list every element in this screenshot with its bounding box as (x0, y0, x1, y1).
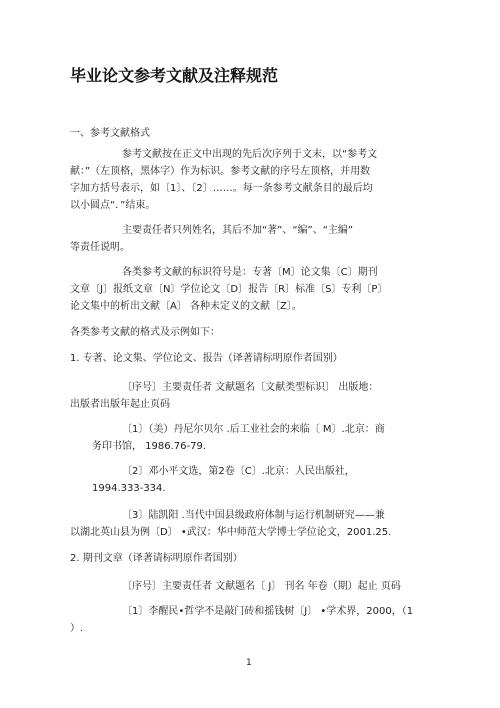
paragraph-line: 文章〔J〕报纸文章〔N〕学位论文〔D〕报告〔R〕标准〔S〕专利〔P〕 (70, 284, 388, 295)
example-line: 1994.333-334. (92, 483, 166, 494)
paragraph-line: 等责任说明。 (70, 242, 130, 253)
example-line: 以湖北英山县为例〔D〕 •武汉：华中师范大学博士学位论文，2001.25. (70, 527, 392, 538)
example-line: 〔2〕邓小平文选，第2卷〔C〕.北京：人民出版社， (122, 466, 355, 477)
paragraph-line: 献：”（左顶格，黑体字）作为标识。参考文献的序号左顶格，并用数 (70, 166, 371, 177)
paragraph-line: 论文集中的析出文献〔A〕 各种未定义的文献〔Z〕。 (70, 301, 302, 312)
page-number: 1 (246, 658, 252, 668)
section-heading: 一、参考文献格式 (70, 128, 150, 139)
document-title: 毕业论文参考文献及注释规范 (70, 66, 279, 85)
paragraph-line: 各类参考文献的标识符号是：专著〔M〕论文集〔C〕期刊 (122, 267, 378, 278)
format-line: 〔序号〕主要责任者 文献题名〔文献类型标识〕 出版地： (122, 382, 379, 393)
paragraph-line: 主要责任者只列姓名，其后不加“著”、“编”、“主编” (122, 225, 354, 236)
format-line: 〔序号〕主要责任者 文献题名〔 J〕 刊名 年卷（期）起止 页码 (122, 581, 401, 592)
item-heading: 1. 专著、论文集、学位论文、报告（译著请标明原作者国别） (70, 353, 343, 364)
paragraph-line: 以小圆点“．”结束。 (70, 200, 156, 211)
example-line: 〔3〕陆凯阳 .当代中国县级政府体制与运行机制研究——兼 (122, 510, 385, 521)
example-line: 〔1〕（美）丹尼尔贝尔 .后工业社会的来临〔 M〕.北京：商 (122, 424, 385, 435)
paragraph-line: 字加方括号表示，如〔1〕、〔2〕……。每一条参考文献条目的最后均 (70, 183, 373, 194)
formats-intro: 各类参考文献的格式及示例如下： (70, 327, 220, 338)
paragraph-line: 参考文献按在正文中出现的先后次序列于文末，以“参考文 (122, 149, 378, 160)
example-line: ）. (70, 623, 84, 634)
example-line: 务印书馆， 1986.76-79. (92, 441, 207, 452)
format-line: 出版者出版年起止页码 (70, 399, 170, 410)
example-line: 〔1〕李醒民•哲学不是敲门砖和摇钱树〔J〕 •学术界，2000，（1 (122, 606, 414, 617)
item-heading: 2. 期刊文章（译著请标明原作者国别） (70, 553, 243, 564)
